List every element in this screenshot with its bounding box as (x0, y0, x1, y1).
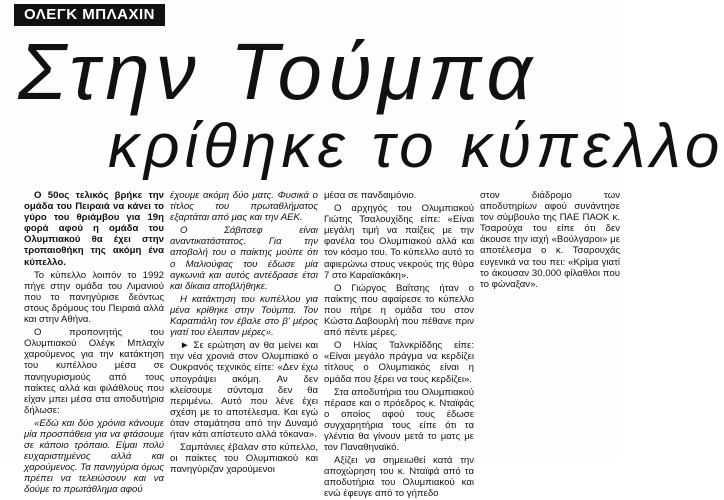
lead-paragraph: Ο 50ος τελικός βρήκε την ομάδα του Πειραιά να κάνει το γύρο του θριάμβου για 19η φορά αφού η ομάδα του Ολυμπιακού θα έχει στην τροπαιοθήκη της ακόμη ένα κύπελλο. (24, 190, 164, 268)
paragraph: Ο προπονητής του Ολυμπιακού Ολέγκ Μπλαχίν χαρούμενος για την κατάκτηση του κυπέλλου μέσα σε πανηγυρισμούς από τους παίκτες αλλά και φιλάθλους που είχαν μπει μέσα στα αποδυτήρια δήλωσε: (24, 327, 164, 416)
paragraph: Σαμπάνιες έβαλαν στο κύπελλο, οι παίκτες του Ολυμπιακού και πανηγύριζαν χαρούμενοι (170, 442, 318, 476)
paragraph: Το κύπελλο λοιπόν το 1992 πήγε στην ομάδα του Λιμανιού που το πανηγύρισε δεόντως στους δρόμους του Πειραιά αλλά και στην Αθήνα. (24, 269, 164, 326)
paragraph: Ο Γιώργος Βαΐτσης ήταν ο παίκτης που αφαίρεσε το κύπελλο που πήρε η ομάδα του στον Κώστα Δαβουρλή που πέθανε πριν από πέντε μέρες. (324, 282, 474, 339)
column-4 (480, 190, 620, 459)
paragraph: ► Σε ερώτηση αν θα μείνει και την νέα χρονιά στον Ολυμπιακό ο Ουκρανός τεχνικός είπε: «Δεν έχω υπογράψει ακόμη. Αν δεν κλείσουμε σύντομα δεν θα περιμένω. Αυτό που λένε έχει σχέση με το αποτέλεσμα. Και εγώ όταν σταμάτησα από την Δυναμό ήταν κάτι απίστευτο αλλά τόκανα». (170, 340, 318, 440)
quote-paragraph: Ο Σάβιτσεφ είναι αναντικατάστατος. Για την αποβολή του ο παίκτης μούπε ότι ο Μαλιούφας του έδωσε μία αγκωνιά και αυτός αντέδρασε έτσι και δίκαια αποβλήθηκε. (170, 225, 318, 292)
column-3 (324, 190, 474, 500)
column-1 (24, 190, 164, 496)
paragraph: στον διάδρομο των αποδυτηρίων αφού συνάντησε τον σύμβουλο της ΠΑΕ ΠΑΟΚ κ. Τσαρούχα του είπε ότι δεν άκουσε την ιαχή «Βούλγαροι» με αποτέλεσμα ο κ. Τσαρουχάς ευγενικά να του πει: «Κρίμα γιατί το άκουσαν 30.000 φίλαθλοι που το φώναξαν». (480, 190, 620, 290)
quote-paragraph: Η κατάκτηση του κυπέλλου για μένα κρίθηκε στην Τούμπα. Τον Καραπιάλη τον έβαλε στο β' μέρος γιατί του έλειπαν μέρες». (170, 293, 318, 339)
headline-line-2: κρίθηκε το κύπελλο (108, 112, 724, 181)
quote-paragraph: έχουμε ακόμη δύο ματς. Φυσικά ο τίτλος του πρωταθλήματος εξαρτάται από μας και την ΑΕΚ. (170, 190, 318, 224)
article-body (24, 190, 620, 500)
paragraph: Ο Ηλίας Ταλνκρίδδης είπε: «Είναι μεγάλο πράγμα να κερδίζει τίτλους ο Ολυμπιακός είναι η ομάδα που ξέρει να τους κερδίζει». (324, 340, 474, 385)
quote-paragraph: «Εδώ και δύο χρόνια κάνουμε μία προσπάθεια για να φτάσουμε σε κάποιο τρόπαιο. Είμαι πολύ ευχαριστημένος αλλά και χαρούμενος. Τα πανηγύρια όμως πρέπει να τελειώσουν και να δούμε το πρωτάθλημα αφού (24, 417, 164, 496)
headline-line-1: Στην Τούμπα (18, 27, 538, 116)
paragraph: Στα αποδυτήρια του Ολυμπιακού πέρασε και ο πρόεδρος κ. Νταϊφάς ο οποίος αφού τους έδωσε συγχαρητήρια τους είπε ότι τα γλέντια θα γίνουν μετά το ματς με τον Παναθηναϊκό. (324, 386, 474, 454)
byline-bar: ΟΛΕΓΚ ΜΠΛΑΧΙΝ (14, 4, 165, 26)
column-2 (170, 190, 318, 476)
paragraph: Αξίζει να σημειωθεί κατά την αποχώρηση του κ. Νταϊφά από τα αποδυτήρια του Ολυμπιακού και ενώ έφευγε από το γήπεδο (324, 455, 474, 500)
paragraph: μέσα σε πανδαιμόνιο. (324, 190, 417, 201)
paragraph: Ο αρχηγός του Ολυμπιακού Γιώτης Τσαλουχίδης είπε: «Είναι μεγάλη τιμή να παίζεις με την φανέλα του Ολυμπιακού αλλά και τον κόσμο του. Το κύπελλο αυτό το αφιερώνω στους νεκρούς της θύρα 7 στο Καραϊσκάκη». (324, 203, 474, 281)
